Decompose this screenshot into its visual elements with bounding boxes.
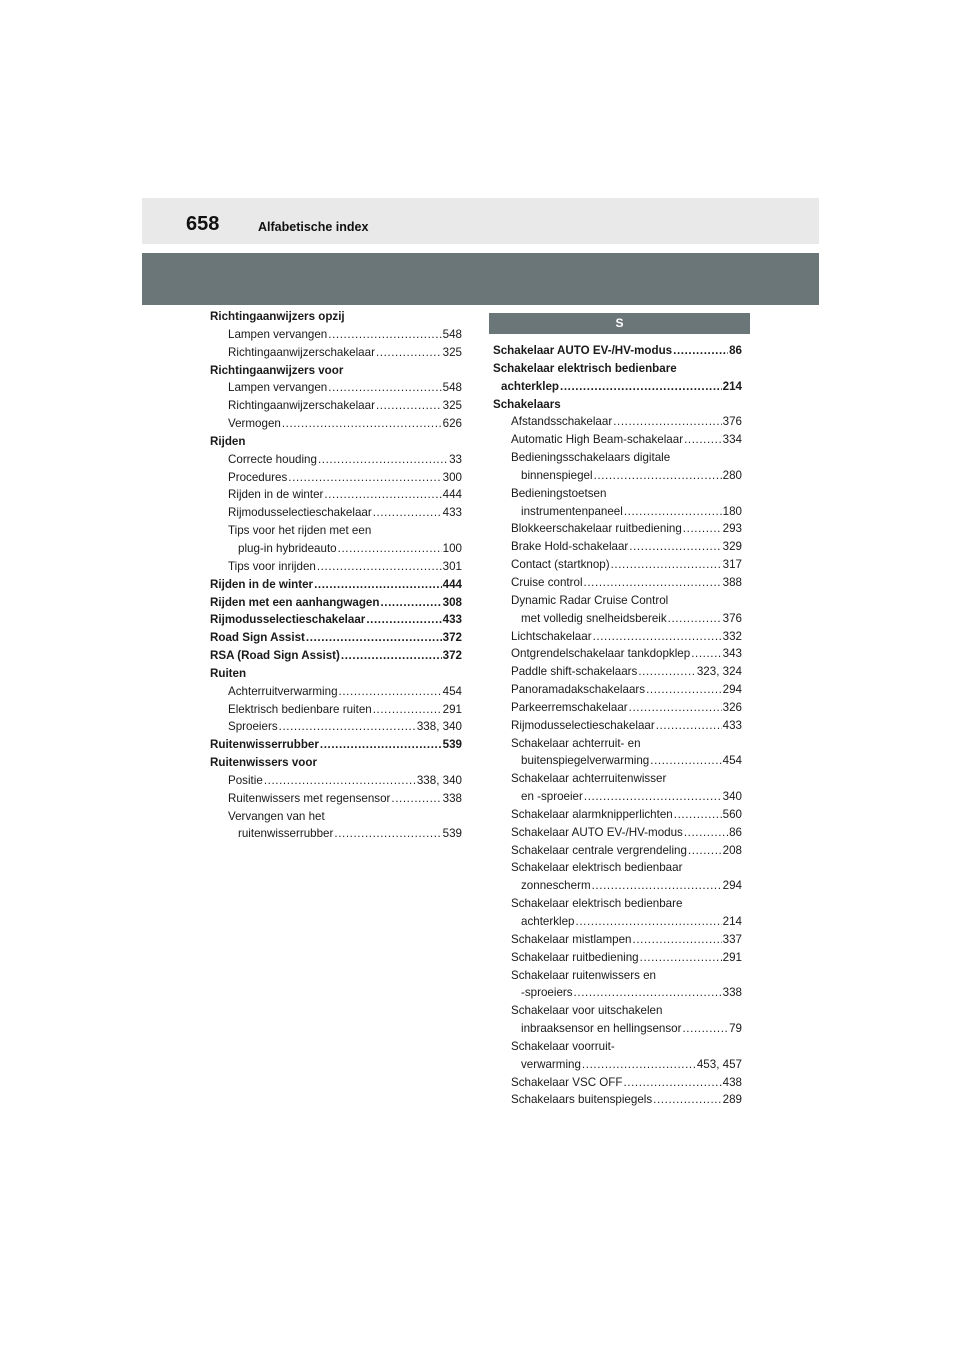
index-entry-label: met volledig snelheidsbereik [521, 611, 667, 625]
dot-leader [582, 1056, 696, 1074]
dot-leader [584, 574, 722, 592]
index-entry [210, 701, 462, 719]
dot-leader [328, 379, 441, 397]
index-entry-label: Schakelaar AUTO EV-/HV-modus [511, 825, 683, 839]
index-entry [210, 611, 462, 629]
index-entry-label: Schakelaar elektrisch bedienbare [511, 897, 683, 911]
index-entry [210, 790, 462, 808]
index-entry-page: 376 [722, 415, 742, 429]
index-entry [210, 451, 462, 469]
dot-leader [623, 1074, 721, 1092]
index-entry [210, 558, 462, 576]
index-entry-label: Rijden met een aanhangwagen [210, 595, 380, 609]
index-entry-label: Correcte houding [228, 452, 317, 466]
index-entry [210, 397, 462, 415]
index-entry [210, 576, 462, 594]
index-entry-label: Richtingaanwijzerschakelaar [228, 399, 375, 413]
index-entry [493, 1020, 742, 1038]
index-entry-page: 325 [442, 399, 462, 413]
index-entry [493, 949, 742, 967]
dot-leader [682, 1020, 728, 1038]
index-entry [493, 717, 742, 735]
index-entry-page: 433 [442, 613, 462, 627]
index-entry-label: Achterruitverwarming [228, 684, 338, 698]
index-entry [210, 772, 462, 790]
index-entry [210, 362, 462, 380]
index-entry-page: 548 [442, 327, 462, 341]
index-entry-label: achterklep [501, 379, 559, 393]
index-entry-label: Schakelaars buitenspiegels [511, 1093, 653, 1107]
index-entry-page: 86 [729, 825, 742, 839]
index-entry [493, 735, 742, 753]
index-entry-label: Richtingaanwijzers voor [210, 363, 344, 377]
index-entry [210, 683, 462, 701]
index-entry-page: 180 [722, 504, 742, 518]
index-entry-label: Ruitenwissers voor [210, 756, 317, 770]
dot-leader [691, 645, 721, 663]
index-entry-label: Panoramadakschakelaars [511, 683, 646, 697]
index-entry-label: Lampen vervangen [228, 381, 328, 395]
index-entry-page: 33 [449, 452, 462, 466]
index-entry-page: 293 [722, 522, 742, 536]
index-entry [210, 469, 462, 487]
index-entry-label: Schakelaar achterruitenwisser [511, 772, 667, 786]
dot-leader [633, 931, 722, 949]
index-entry [210, 504, 462, 522]
index-entry-page: 338 [442, 791, 462, 805]
index-entry-label: Ruitenwisserrubber [210, 738, 319, 752]
index-entry-label: Elektrisch bedienbare ruiten [228, 702, 372, 716]
decorative-band [142, 253, 819, 305]
index-entry-label: Brake Hold-schakelaar [511, 540, 629, 554]
index-entry [493, 645, 742, 663]
index-entry [210, 754, 462, 772]
index-entry-label: Richtingaanwijzers opzij [210, 310, 345, 323]
dot-leader [592, 877, 722, 895]
index-entry-label: en -sproeier [521, 790, 583, 804]
index-entry-page: 86 [729, 344, 742, 357]
dot-leader [653, 1091, 722, 1109]
index-entry-page: 338 [722, 986, 742, 1000]
index-entry-page: 100 [442, 541, 462, 555]
index-entry-label: Road Sign Assist [210, 631, 305, 645]
index-entry-page: 376 [722, 611, 742, 625]
dot-leader [684, 824, 728, 842]
index-entry-label: Lampen vervangen [228, 327, 328, 341]
index-entry-page: 444 [442, 488, 462, 502]
index-entry-label: Rijden [210, 434, 246, 448]
header-band [142, 198, 819, 244]
dot-leader [318, 451, 448, 469]
index-entry [493, 574, 742, 592]
index-entry-page: 208 [722, 843, 742, 857]
dot-leader [584, 788, 722, 806]
index-entry-label: Schakelaar elektrisch bedienbare [493, 361, 677, 375]
index-entry [493, 431, 742, 449]
dot-leader [391, 790, 441, 808]
index-entry-label: Vermogen [228, 417, 281, 431]
dot-leader [574, 984, 722, 1002]
index-entry-page: 291 [722, 950, 742, 964]
section-title: Alfabetische index [258, 220, 369, 234]
index-entry-label: achterklep [521, 915, 575, 928]
index-entry [493, 806, 742, 824]
index-entry-page: 214 [722, 379, 742, 393]
dot-leader [576, 913, 722, 931]
index-entry-page: 372 [442, 649, 462, 663]
index-entry [210, 308, 462, 326]
index-entry [210, 540, 462, 558]
dot-leader [339, 683, 442, 701]
index-entry-page: 308 [442, 595, 462, 609]
index-entry [210, 326, 462, 344]
index-entry [493, 1002, 742, 1020]
index-entry-page: 294 [722, 879, 742, 893]
index-entry-label: Rijden in de winter [228, 488, 324, 502]
index-entry-label: Bedieningstoetsen [511, 486, 607, 500]
index-entry [210, 665, 462, 683]
index-entry [210, 522, 462, 540]
index-entry [493, 752, 742, 770]
index-entry-label: binnenspiegel [521, 468, 593, 482]
index-entry [210, 736, 462, 754]
index-entry-page: 372 [442, 631, 462, 645]
index-entry-page: 338, 340 [416, 720, 462, 734]
index-entry [493, 342, 742, 360]
index-entry-label: Rijmodusselectieschakelaar [511, 718, 655, 732]
index-entry [210, 486, 462, 504]
index-entry-page: 325 [442, 345, 462, 359]
index-entry-label: Schakelaar alarmknipperlichten [511, 807, 673, 821]
index-entry [493, 1056, 742, 1074]
index-entry-page: 329 [722, 540, 742, 554]
index-entry-page: 539 [442, 827, 462, 841]
dot-leader [638, 663, 696, 681]
index-entry [210, 808, 462, 826]
index-entry-label: ruitenwisserrubber [238, 827, 334, 841]
index-entry-label: Procedures [228, 470, 288, 484]
index-entry [210, 415, 462, 433]
index-entry [493, 485, 742, 503]
index-entry [493, 913, 742, 931]
index-entry-page: 300 [442, 470, 462, 484]
dot-leader [334, 825, 441, 843]
index-entry [493, 449, 742, 467]
dot-leader [306, 629, 442, 647]
index-entry [493, 842, 742, 860]
index-entry [493, 1074, 742, 1092]
dot-leader [613, 413, 721, 431]
index-entry-label: Ruiten [210, 666, 247, 680]
index-entry-page: 79 [729, 1022, 742, 1036]
dot-leader [288, 469, 441, 487]
index-entry [493, 1038, 742, 1056]
index-entry-page: 301 [442, 559, 462, 573]
index-entry-label: Rijden in de winter [210, 577, 314, 591]
index-entry [210, 594, 462, 612]
dot-leader [264, 772, 416, 790]
index-entry-page: 560 [722, 807, 742, 821]
index-entry-page: 626 [442, 417, 462, 431]
index-entry-label: RSA (Road Sign Assist) [210, 649, 340, 663]
index-entry [493, 413, 742, 431]
dot-leader [341, 647, 442, 665]
index-entry-label: Schakelaar ruitenwissers en [511, 968, 656, 982]
index-entry [493, 467, 742, 485]
dot-leader [683, 520, 722, 538]
dot-leader [629, 538, 721, 556]
dot-leader [380, 594, 441, 612]
index-entry-page: 433 [442, 506, 462, 520]
index-entry [493, 628, 742, 646]
dot-leader [629, 699, 722, 717]
dot-leader [668, 610, 722, 628]
index-entry [493, 984, 742, 1002]
index-entry-label: Schakelaar VSC OFF [511, 1075, 623, 1089]
index-entry-label: Rijmodusselectieschakelaar [228, 506, 372, 520]
dot-leader [673, 342, 728, 360]
index-entry-label: Tips voor inrijden [228, 559, 316, 573]
index-entry-page: 388 [722, 575, 742, 589]
dot-leader [317, 558, 442, 576]
dot-leader [560, 378, 722, 396]
index-entry-label: Sproeiers [228, 720, 278, 734]
index-entry-label: Schakelaars [493, 397, 561, 411]
index-entry [210, 718, 462, 736]
index-entry-page: 294 [722, 683, 742, 697]
index-entry-label: Dynamic Radar Cruise Control [511, 593, 669, 607]
index-entry [493, 538, 742, 556]
index-entry [493, 503, 742, 521]
dot-leader [373, 701, 442, 719]
index-entry-page: 280 [722, 468, 742, 482]
index-entry [210, 433, 462, 451]
index-entry [210, 647, 462, 665]
dot-leader [282, 415, 442, 433]
index-column-left [210, 308, 462, 843]
dot-leader [324, 486, 441, 504]
index-entry-page: 548 [442, 381, 462, 395]
index-entry [493, 663, 742, 681]
index-entry-page: 326 [722, 700, 742, 714]
index-entry-page: 444 [442, 577, 462, 591]
index-entry-page: 323, 324 [696, 665, 742, 679]
index-entry-label: Schakelaar ruitbediening [511, 950, 639, 964]
dot-leader [594, 467, 722, 485]
index-entry-page: 343 [722, 647, 742, 661]
index-entry-page: 453, 457 [696, 1057, 742, 1071]
index-entry [493, 699, 742, 717]
index-entry [493, 895, 742, 913]
index-entry-label: Rijmodusselectieschakelaar [210, 613, 366, 627]
index-entry-label: Lichtschakelaar [511, 629, 592, 643]
index-entry-label: Automatic High Beam-schakelaar [511, 433, 684, 447]
dot-leader [593, 628, 722, 646]
index-entry-page: 214 [722, 915, 742, 928]
dot-leader [688, 842, 722, 860]
index-entry-label: Ruitenwissers met regensensor [228, 791, 391, 805]
index-entry-page: 454 [722, 754, 742, 768]
dot-leader [366, 611, 441, 629]
index-entry [493, 378, 742, 396]
index-entry-label: verwarming [521, 1057, 581, 1071]
index-entry-label: Tips voor het rijden met een [228, 524, 372, 538]
index-entry-page: 338, 340 [416, 773, 462, 787]
index-entry-label: -sproeiers [521, 986, 573, 1000]
dot-leader [314, 576, 442, 594]
dot-leader [338, 540, 442, 558]
index-entry-page: 334 [722, 433, 742, 447]
letter-heading-s: S [489, 313, 750, 334]
index-entry [493, 1091, 742, 1109]
index-entry [493, 770, 742, 788]
index-entry-page: 438 [722, 1075, 742, 1089]
index-entry [493, 967, 742, 985]
index-entry [493, 788, 742, 806]
dot-leader [320, 736, 442, 754]
index-column-right [493, 342, 742, 1109]
index-entry [210, 379, 462, 397]
index-entry-label: Contact (startknop) [511, 558, 610, 572]
dot-leader [674, 806, 722, 824]
index-entry [493, 592, 742, 610]
index-entry-label: Richtingaanwijzerschakelaar [228, 345, 375, 359]
index-entry-label: Blokkeerschakelaar ruitbediening [511, 522, 682, 536]
index-entry-label: Parkeerremschakelaar [511, 700, 628, 714]
index-entry-label: Ontgrendelschakelaar tankdopklep [511, 647, 691, 661]
dot-leader [650, 752, 721, 770]
index-entry-label: inbraaksensor en hellingsensor [521, 1022, 682, 1036]
index-entry-label: buitenspiegelverwarming [521, 754, 650, 768]
index-entry-label: Vervangen van het [228, 809, 325, 823]
index-entry [493, 681, 742, 699]
index-entry-label: Schakelaar AUTO EV-/HV-modus [493, 344, 673, 357]
index-entry-label: Schakelaar elektrisch bedienbaar [511, 861, 683, 875]
dot-leader [624, 503, 722, 521]
index-entry [493, 859, 742, 877]
index-entry-label: Schakelaar mistlampen [511, 932, 632, 946]
index-entry-label: plug-in hybrideauto [238, 541, 337, 555]
index-entry-label: Schakelaar achterruit- en [511, 736, 641, 750]
index-entry-label: instrumentenpaneel [521, 504, 623, 518]
index-entry-label: Paddle shift-schakelaars [511, 665, 638, 679]
index-entry-label: Schakelaar voorruit- [511, 1039, 615, 1053]
page-number: 658 [186, 213, 220, 235]
index-entry-label: Cruise control [511, 575, 583, 589]
dot-leader [373, 504, 442, 522]
dot-leader [684, 431, 722, 449]
index-entry [210, 825, 462, 843]
index-entry-page: 332 [722, 629, 742, 643]
index-entry [493, 877, 742, 895]
index-entry-page: 317 [722, 558, 742, 572]
dot-leader [656, 717, 722, 735]
dot-leader [376, 344, 442, 362]
dot-leader [376, 397, 442, 415]
dot-leader [640, 949, 722, 967]
index-entry-page: 289 [722, 1093, 742, 1107]
index-entry [210, 344, 462, 362]
index-entry-page: 433 [722, 718, 742, 732]
index-entry [493, 520, 742, 538]
index-entry-label: Bedieningsschakelaars digitale [511, 451, 671, 465]
dot-leader [328, 326, 441, 344]
index-entry [493, 396, 742, 414]
index-entry-label: Positie [228, 773, 263, 787]
index-entry [493, 360, 742, 378]
index-entry-label: Schakelaar voor uitschakelen [511, 1004, 663, 1018]
index-entry-page: 340 [722, 790, 742, 804]
index-entry-label: Schakelaar centrale vergrendeling [511, 843, 687, 857]
index-entry [493, 931, 742, 949]
index-entry [493, 824, 742, 842]
dot-leader [646, 681, 722, 699]
index-entry [493, 610, 742, 628]
index-entry [493, 556, 742, 574]
dot-leader [611, 556, 722, 574]
index-entry-page: 291 [442, 702, 462, 716]
index-entry-label: Afstandsschakelaar [511, 415, 613, 429]
dot-leader [279, 718, 416, 736]
index-entry-label: zonnescherm [521, 879, 591, 893]
index-entry-page: 539 [442, 738, 462, 752]
index-entry-page: 337 [722, 932, 742, 946]
index-entry-page: 454 [442, 684, 462, 698]
index-entry [210, 629, 462, 647]
